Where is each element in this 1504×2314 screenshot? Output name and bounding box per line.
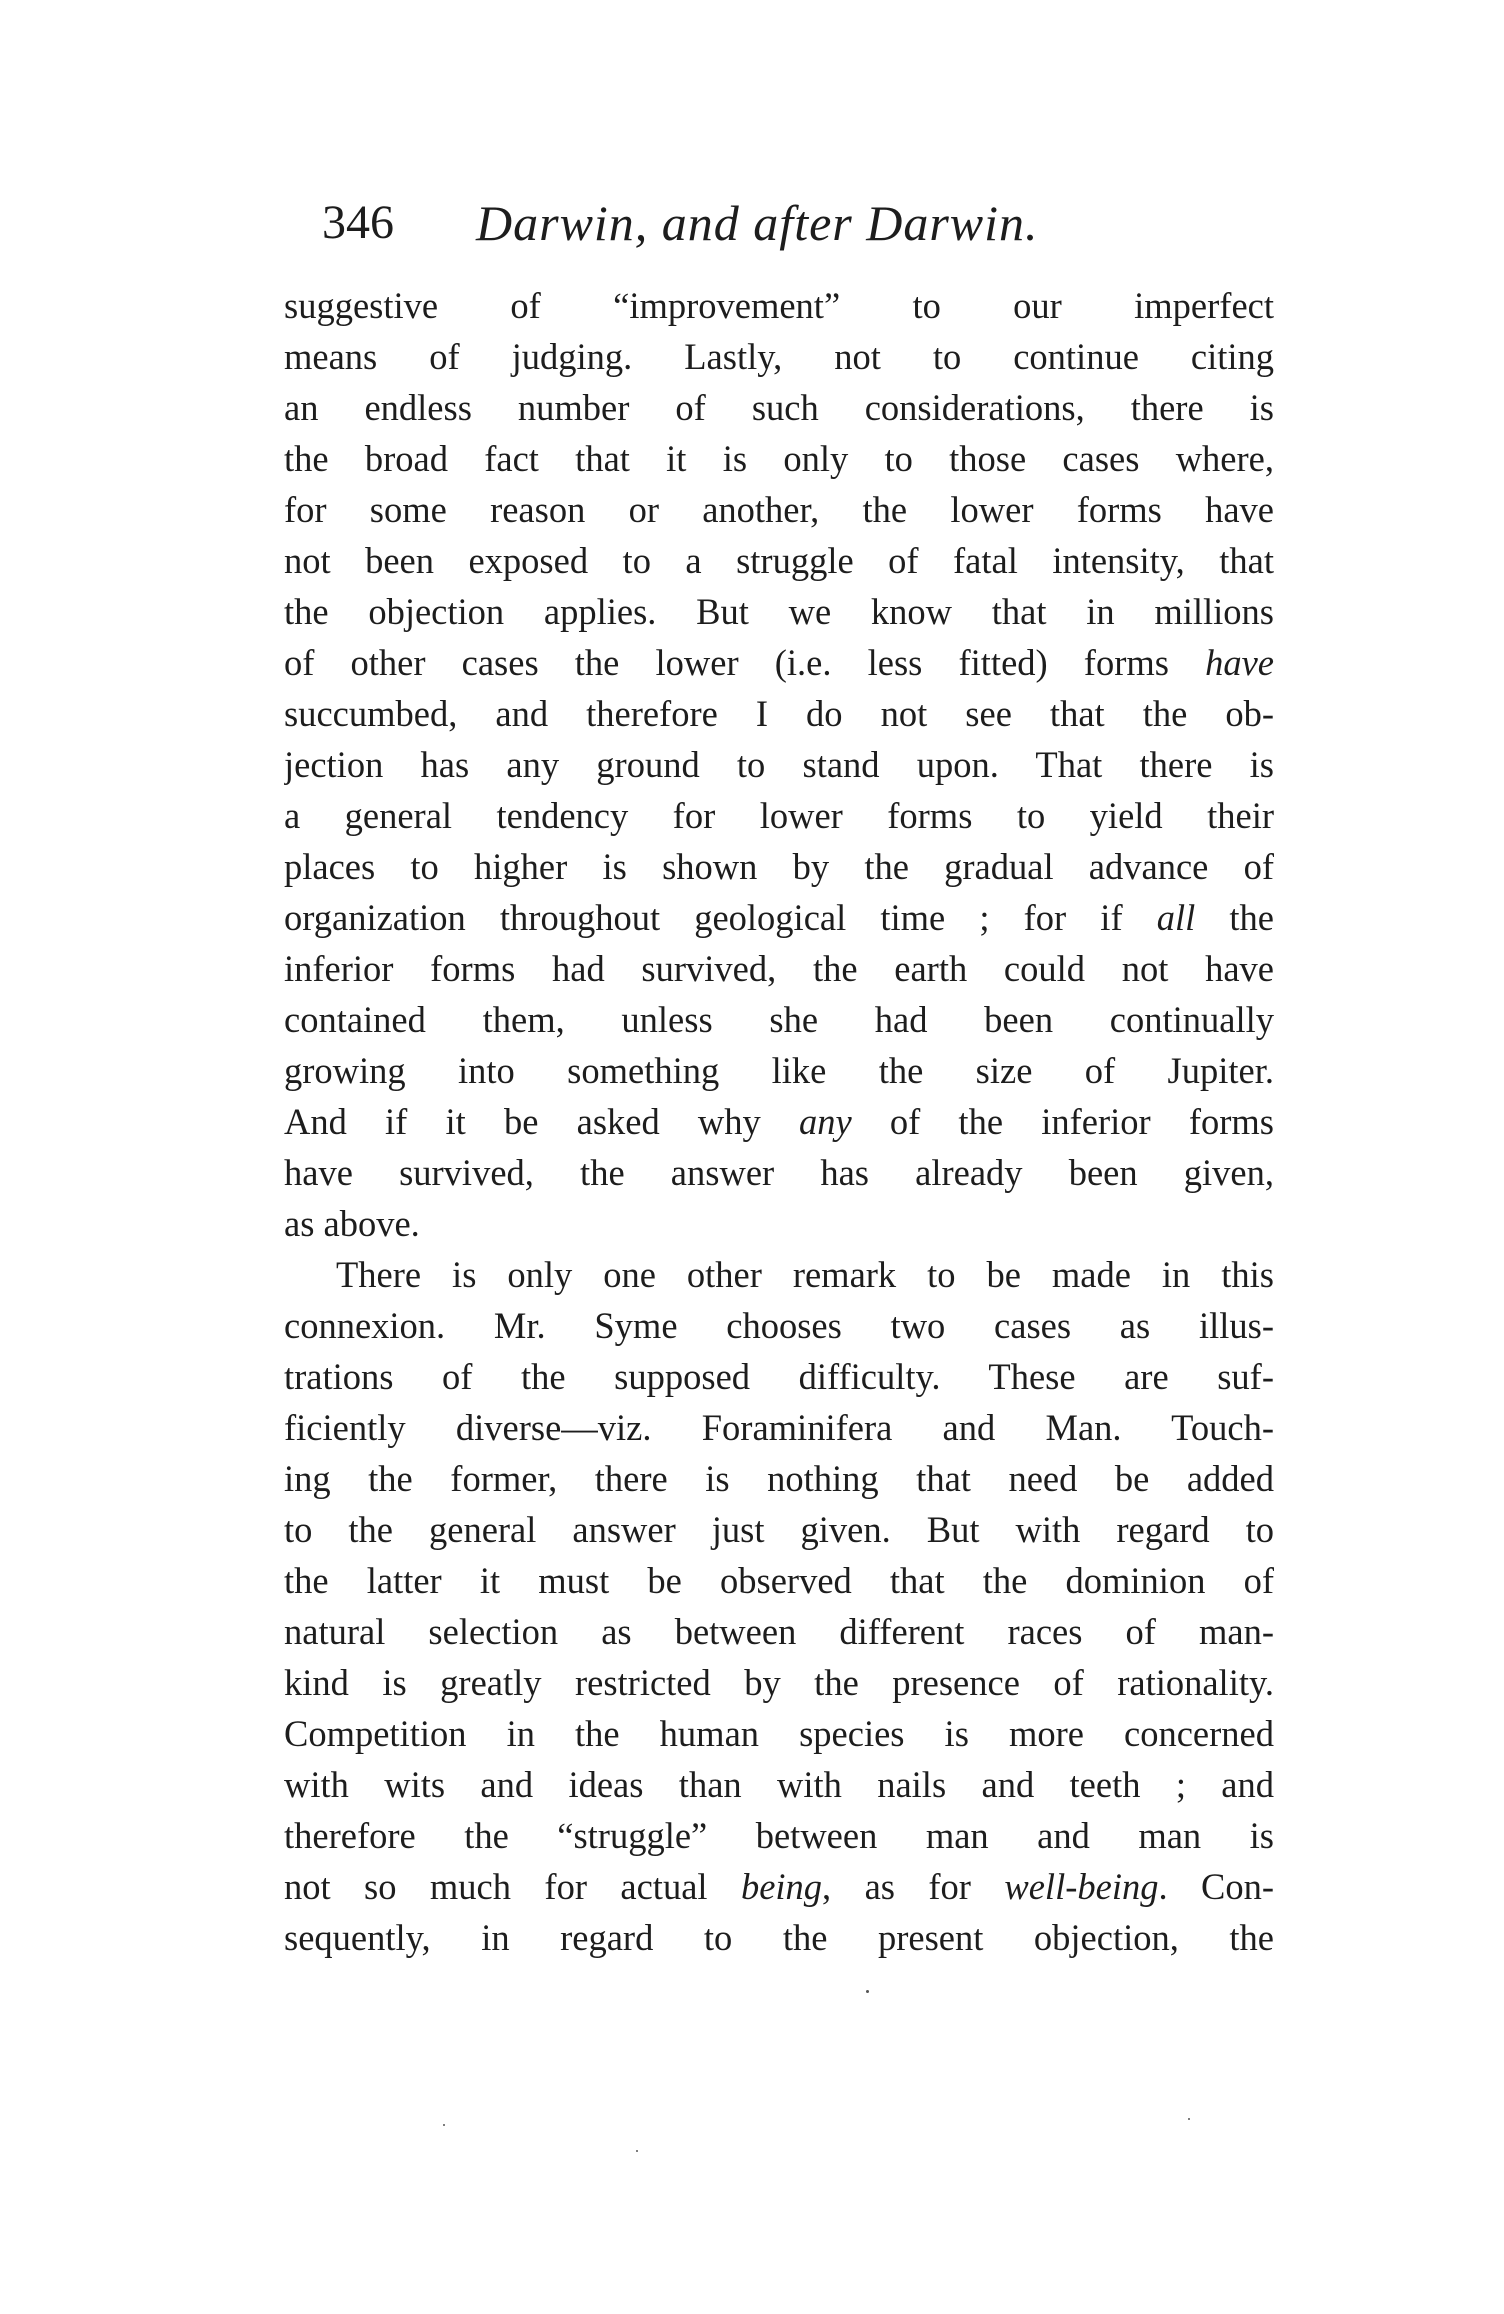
text-line: an endless number of such considerations, there is — [284, 387, 1274, 428]
text-line: not been exposed to a struggle of fatal intensity, that — [284, 540, 1274, 581]
italic-run: any — [798, 1101, 852, 1142]
text-line: suggestive of “improvement” to our imperfect — [284, 285, 1274, 326]
text-run: And if it be asked why — [284, 1101, 799, 1142]
text-line: places to higher is shown by the gradual advance of — [284, 846, 1274, 887]
text-line: as above. — [284, 1203, 420, 1244]
paper-speck — [443, 2124, 445, 2126]
paper-speck — [866, 1990, 869, 1993]
italic-run: being — [740, 1866, 823, 1907]
text-line: succumbed, and therefore I do not see that the ob- — [284, 693, 1274, 734]
text-line: means of judging. Lastly, not to continue citing — [284, 336, 1274, 377]
italic-run: well-being — [1004, 1866, 1159, 1907]
text-line: contained them, unless she had been continually — [284, 999, 1274, 1040]
paper-speck — [1188, 2118, 1190, 2120]
text-line: the broad fact that it is only to those cases where, — [284, 438, 1274, 479]
text-line — [284, 892, 1274, 943]
text-line — [284, 1096, 1274, 1147]
text-line: a general tendency for lower forms to yield their — [284, 795, 1274, 836]
text-line: There is only one other remark to be made in this — [336, 1254, 1274, 1295]
text-line: the objection applies. But we know that in millions — [284, 591, 1274, 632]
body-text — [284, 280, 1274, 1963]
text-line — [284, 1861, 1274, 1912]
text-run: . Con- — [1158, 1866, 1274, 1907]
text-line: growing into something like the size of Jupiter. — [284, 1050, 1274, 1091]
italic-run: all — [1156, 897, 1196, 938]
running-title: Darwin, and after Darwin. — [476, 195, 1039, 251]
text-run: the — [1195, 897, 1274, 938]
text-line — [284, 637, 1274, 688]
text-line: for some reason or another, the lower forms have — [284, 489, 1274, 530]
text-line: kind is greatly restricted by the presence of rationality. — [284, 1662, 1274, 1703]
text-run: not so much for actual — [284, 1866, 741, 1907]
text-line: Competition in the human species is more concerned — [284, 1713, 1274, 1754]
text-line: with wits and ideas than with nails and teeth ; and — [284, 1764, 1274, 1805]
page-header — [322, 188, 1282, 258]
text-line: natural selection as between different races of man- — [284, 1611, 1274, 1652]
text-run: organization throughout geological time ; for if — [284, 897, 1157, 938]
text-line: have survived, the answer has already been given, — [284, 1152, 1274, 1193]
text-line: jection has any ground to stand upon. That there is — [284, 744, 1274, 785]
text-line: sequently, in regard to the present objection, the — [284, 1917, 1274, 1958]
text-line: connexion. Mr. Syme chooses two cases as illus- — [284, 1305, 1274, 1346]
text-line: inferior forms had survived, the earth could not have — [284, 948, 1274, 989]
text-run: of other cases the lower (i.e. less fitted) forms — [284, 642, 1206, 683]
text-run: , as for — [822, 1866, 1005, 1907]
text-line: trations of the supposed difficulty. These are suf- — [284, 1356, 1274, 1397]
italic-run: have — [1205, 642, 1274, 683]
text-line: the latter it must be observed that the dominion of — [284, 1560, 1274, 1601]
text-line: ficiently diverse—viz. Foraminifera and Man. Touch- — [284, 1407, 1274, 1448]
text-line: to the general answer just given. But with regard to — [284, 1509, 1274, 1550]
text-run: of the inferior forms — [851, 1101, 1274, 1142]
text-line: ing the former, there is nothing that need be added — [284, 1458, 1274, 1499]
paper-speck — [636, 2150, 638, 2152]
page-number: 346 — [322, 196, 394, 249]
text-line: therefore the “struggle” between man and man is — [284, 1815, 1274, 1856]
